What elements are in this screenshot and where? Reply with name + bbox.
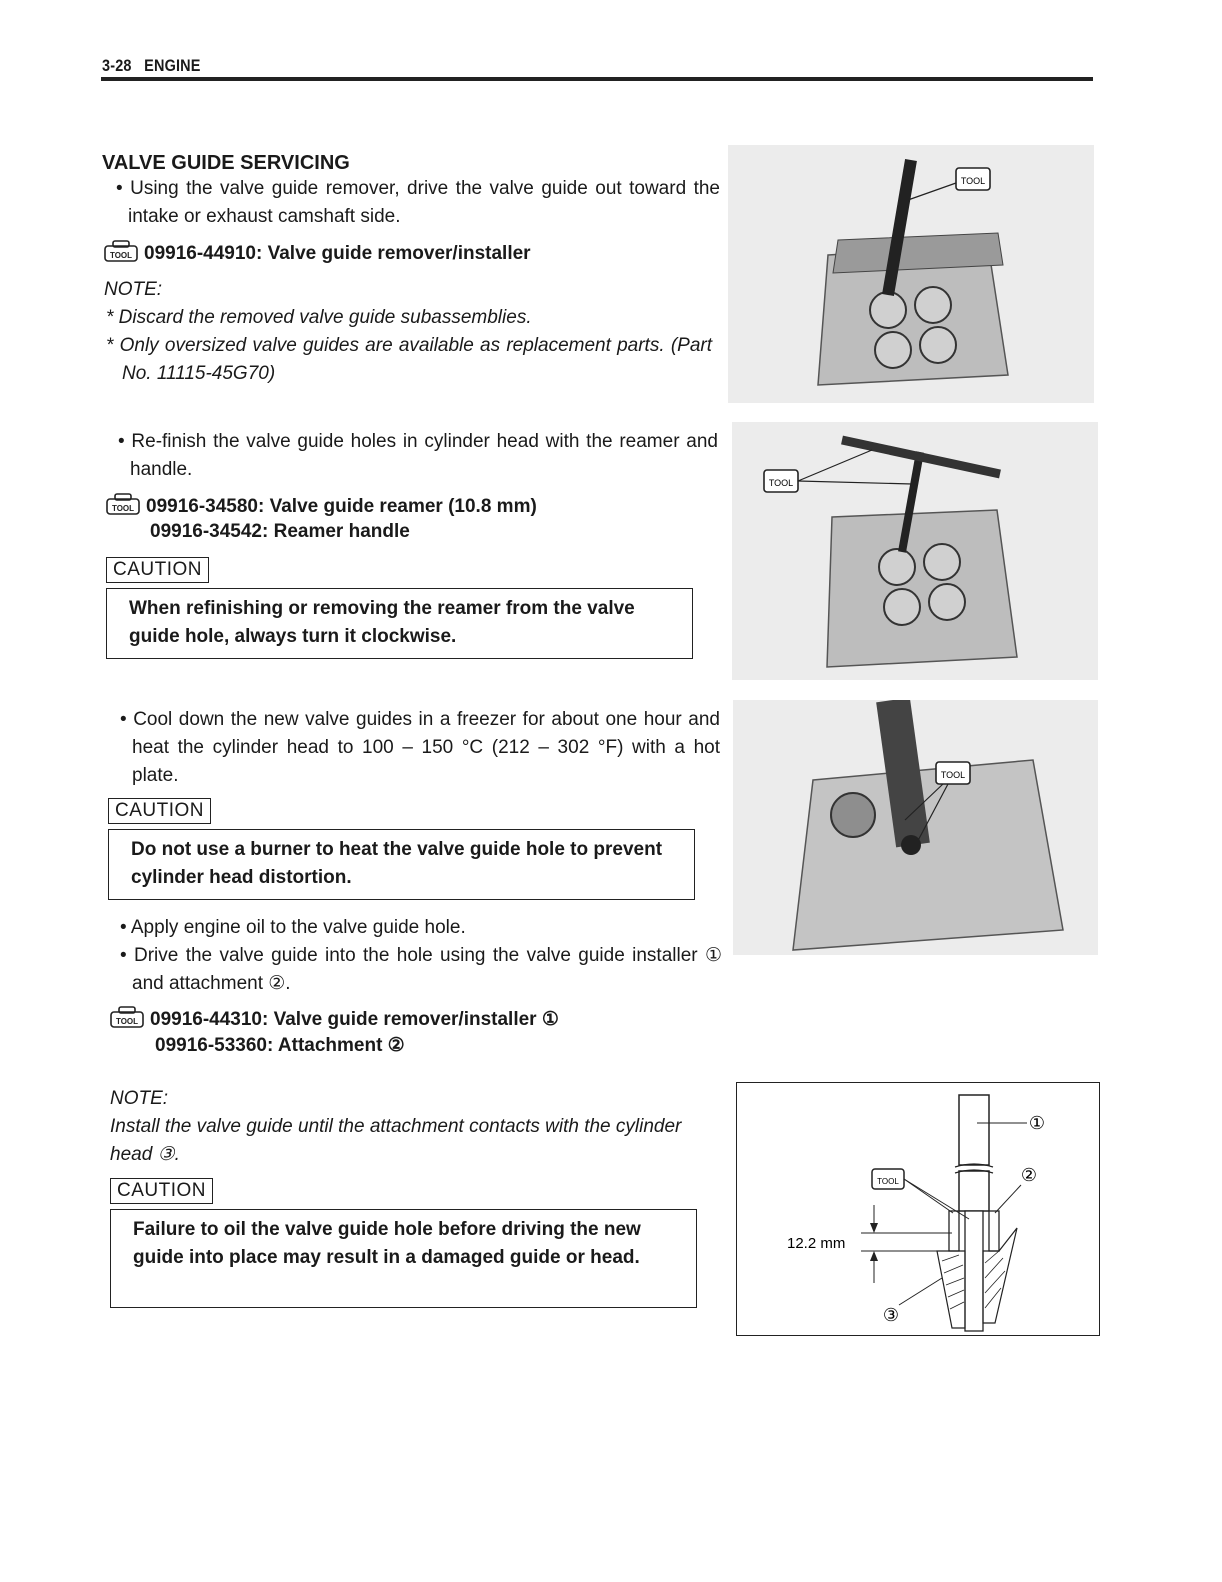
step4-bullet-b: • Drive the valve guide into the hole using the valve guide installer ① and attachment ②. <box>120 945 722 994</box>
step3-bullet: • Cool down the new valve guides in a freezer for about one hour and heat the cylinder head to 100 – 150 °C (212 – 302 °F) with a hot plate. <box>120 709 720 786</box>
callout-2: ② <box>1020 1165 1038 1186</box>
tool-icon <box>110 1006 144 1028</box>
step4-bullet-a: • Apply engine oil to the valve guide hole. <box>120 917 466 938</box>
step2-tool1-text: 09916-34580: Valve guide reamer (10.8 mm) <box>146 496 537 517</box>
photo-installer <box>733 700 1098 955</box>
header-rule <box>101 77 1093 81</box>
note1-item-1: * Discard the removed valve guide subassemblies. <box>106 307 532 328</box>
photo-remover <box>728 145 1094 403</box>
note2-text: Install the valve guide until the attachment contacts with the cylinder head ③. <box>110 1116 682 1165</box>
caution3-label: CAUTION <box>110 1178 213 1204</box>
step1-tool-text: 09916-44910: Valve guide remover/installer <box>144 243 531 264</box>
caution3-text: Failure to oil the valve guide hole before driving the new guide into place may result in a damaged guide or head. <box>133 1219 641 1268</box>
step2-tool2-text: 09916-34542: Reamer handle <box>150 521 410 542</box>
caution1-box <box>106 588 693 659</box>
photo-reamer <box>732 422 1098 680</box>
step4-tool-line-1 <box>110 1006 559 1031</box>
tool-icon <box>104 240 138 262</box>
svg-text:TOOL: TOOL <box>115 1017 139 1026</box>
section-name: ENGINE <box>144 56 201 75</box>
svg-text:TOOL: TOOL <box>111 504 135 513</box>
caution2-text: Do not use a burner to heat the valve guide hole to prevent cylinder head distortion. <box>131 839 663 888</box>
installer-diagram <box>736 1082 1100 1336</box>
caution1-text: When refinishing or removing the reamer from the valve guide hole, always turn it clockwise. <box>129 598 635 647</box>
step1-tool-line <box>104 240 531 265</box>
step4-tool2-text: 09916-53360: Attachment ② <box>155 1035 405 1056</box>
page-number: 3-28 <box>102 56 132 75</box>
step1-bullet: • Using the valve guide remover, drive the valve guide out toward the intake or exhaust camshaft side. <box>116 178 720 227</box>
page-header <box>102 56 201 76</box>
svg-text:TOOL: TOOL <box>109 251 133 260</box>
svg-text:TOOL: TOOL <box>940 770 966 780</box>
caution2-label: CAUTION <box>108 798 211 824</box>
caution1-label: CAUTION <box>106 557 209 583</box>
callout-1: ① <box>1028 1113 1046 1134</box>
dimension-label: 12.2 mm <box>787 1235 846 1252</box>
svg-text:TOOL: TOOL <box>768 478 794 488</box>
callout-3: ③ <box>882 1305 900 1326</box>
caution3-box <box>110 1209 697 1308</box>
diagram-drawing <box>737 1083 1099 1335</box>
step4-tool1-text: 09916-44310: Valve guide remover/installer ① <box>150 1009 559 1030</box>
note1-label: NOTE: <box>104 279 163 300</box>
note2-label: NOTE: <box>110 1088 169 1109</box>
step2-bullet: • Re-finish the valve guide holes in cylinder head with the reamer and handle. <box>118 431 718 480</box>
tool-icon <box>106 493 140 515</box>
section-title: VALVE GUIDE SERVICING <box>102 152 350 174</box>
note1-item-2: * Only oversized valve guides are available as replacement parts. (Part No. 11115-45G70) <box>106 335 712 384</box>
svg-text:TOOL: TOOL <box>960 176 986 186</box>
step2-tool-line-1 <box>106 493 537 518</box>
caution2-box <box>108 829 695 900</box>
svg-text:TOOL: TOOL <box>877 1177 899 1186</box>
